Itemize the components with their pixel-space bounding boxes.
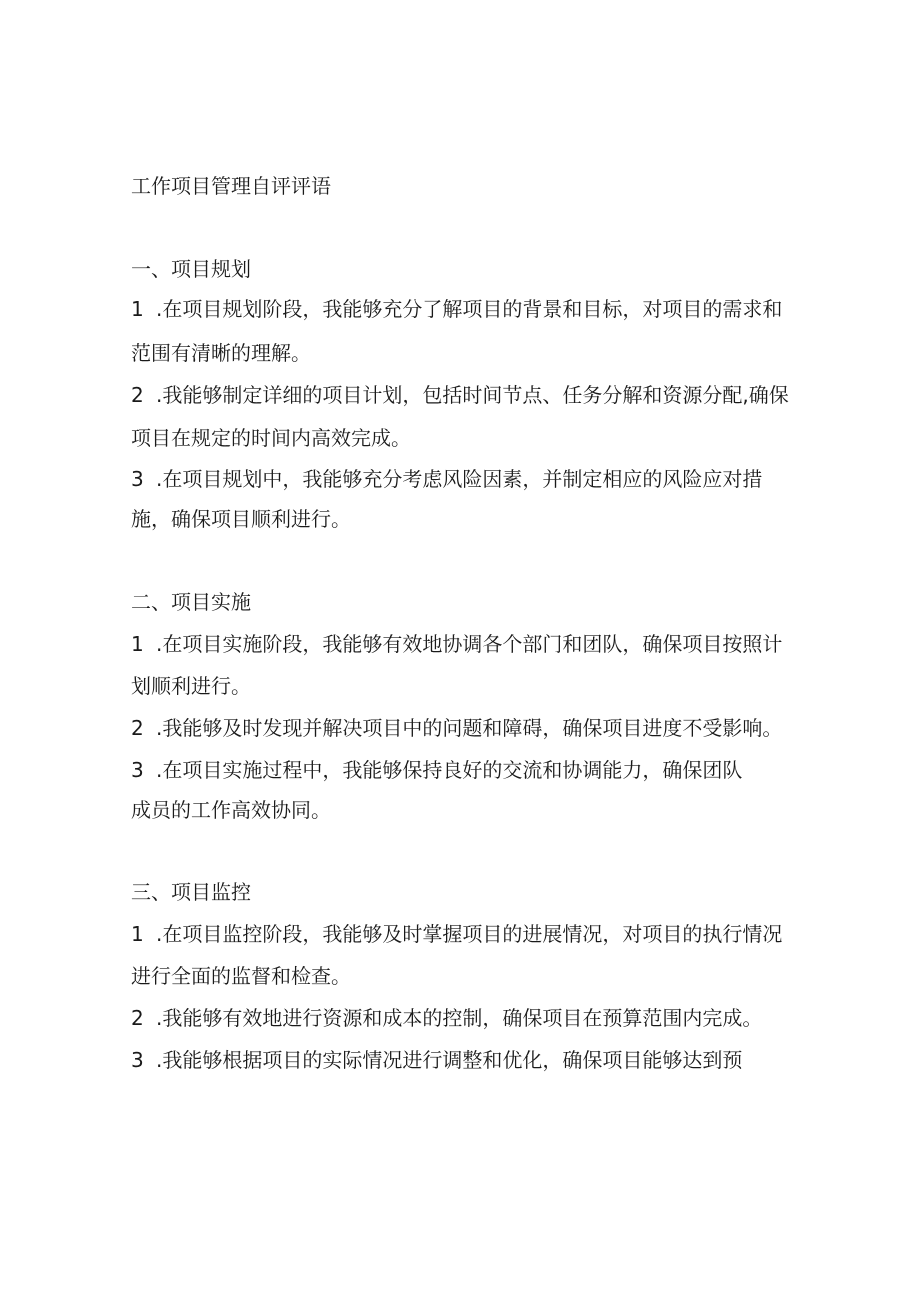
item-text: .我能够及时发现并解决项目中的问题和障碍，确保项目进度不受影响。 bbox=[156, 716, 783, 740]
section-heading-implementation: 二、项目实施 bbox=[131, 590, 251, 614]
item-text-continued: 项目在规定的时间内高效完成。 bbox=[131, 426, 411, 450]
item-number: 1 bbox=[131, 922, 144, 946]
section-heading-monitoring: 三、项目监控 bbox=[131, 880, 251, 904]
item-text-continued: 进行全面的监督和检查。 bbox=[131, 964, 351, 988]
item-text-continued: 划顺利进行。 bbox=[131, 674, 251, 698]
item-number: 3 bbox=[131, 1048, 144, 1072]
item-number: 2 bbox=[131, 716, 144, 740]
item-text: .在项目实施过程中，我能够保持良好的交流和协调能力，确保团队 bbox=[156, 758, 743, 782]
item-number: 3 bbox=[131, 758, 144, 782]
item-text: .我能够制定详细的项目计划，包括时间节点、任务分解和资源分配,确保 bbox=[156, 383, 789, 407]
item-number: 1 bbox=[131, 632, 144, 656]
item-text: .我能够根据项目的实际情况进行调整和优化，确保项目能够达到预 bbox=[156, 1048, 743, 1072]
section-heading-planning: 一、项目规划 bbox=[131, 257, 251, 281]
item-text: .在项目监控阶段，我能够及时掌握项目的进展情况，对项目的执行情况 bbox=[156, 922, 783, 946]
item-number: 1 bbox=[131, 297, 144, 321]
item-number: 2 bbox=[131, 1006, 144, 1030]
document-title: 工作项目管理自评评语 bbox=[131, 174, 331, 198]
item-text-continued: 成员的工作高效协同。 bbox=[131, 798, 331, 822]
item-number: 3 bbox=[131, 467, 144, 491]
item-text-continued: 范围有清晰的理解。 bbox=[131, 341, 311, 365]
item-text: .我能够有效地进行资源和成本的控制，确保项目在预算范围内完成。 bbox=[156, 1006, 763, 1030]
item-text: .在项目规划阶段，我能够充分了解项目的背景和目标，对项目的需求和 bbox=[156, 297, 783, 321]
item-text: .在项目实施阶段，我能够有效地协调各个部门和团队，确保项目按照计 bbox=[156, 632, 783, 656]
item-text: .在项目规划中，我能够充分考虑风险因素，并制定相应的风险应对措 bbox=[156, 467, 763, 491]
item-number: 2 bbox=[131, 383, 144, 407]
item-text-continued: 施，确保项目顺利进行。 bbox=[131, 507, 351, 531]
